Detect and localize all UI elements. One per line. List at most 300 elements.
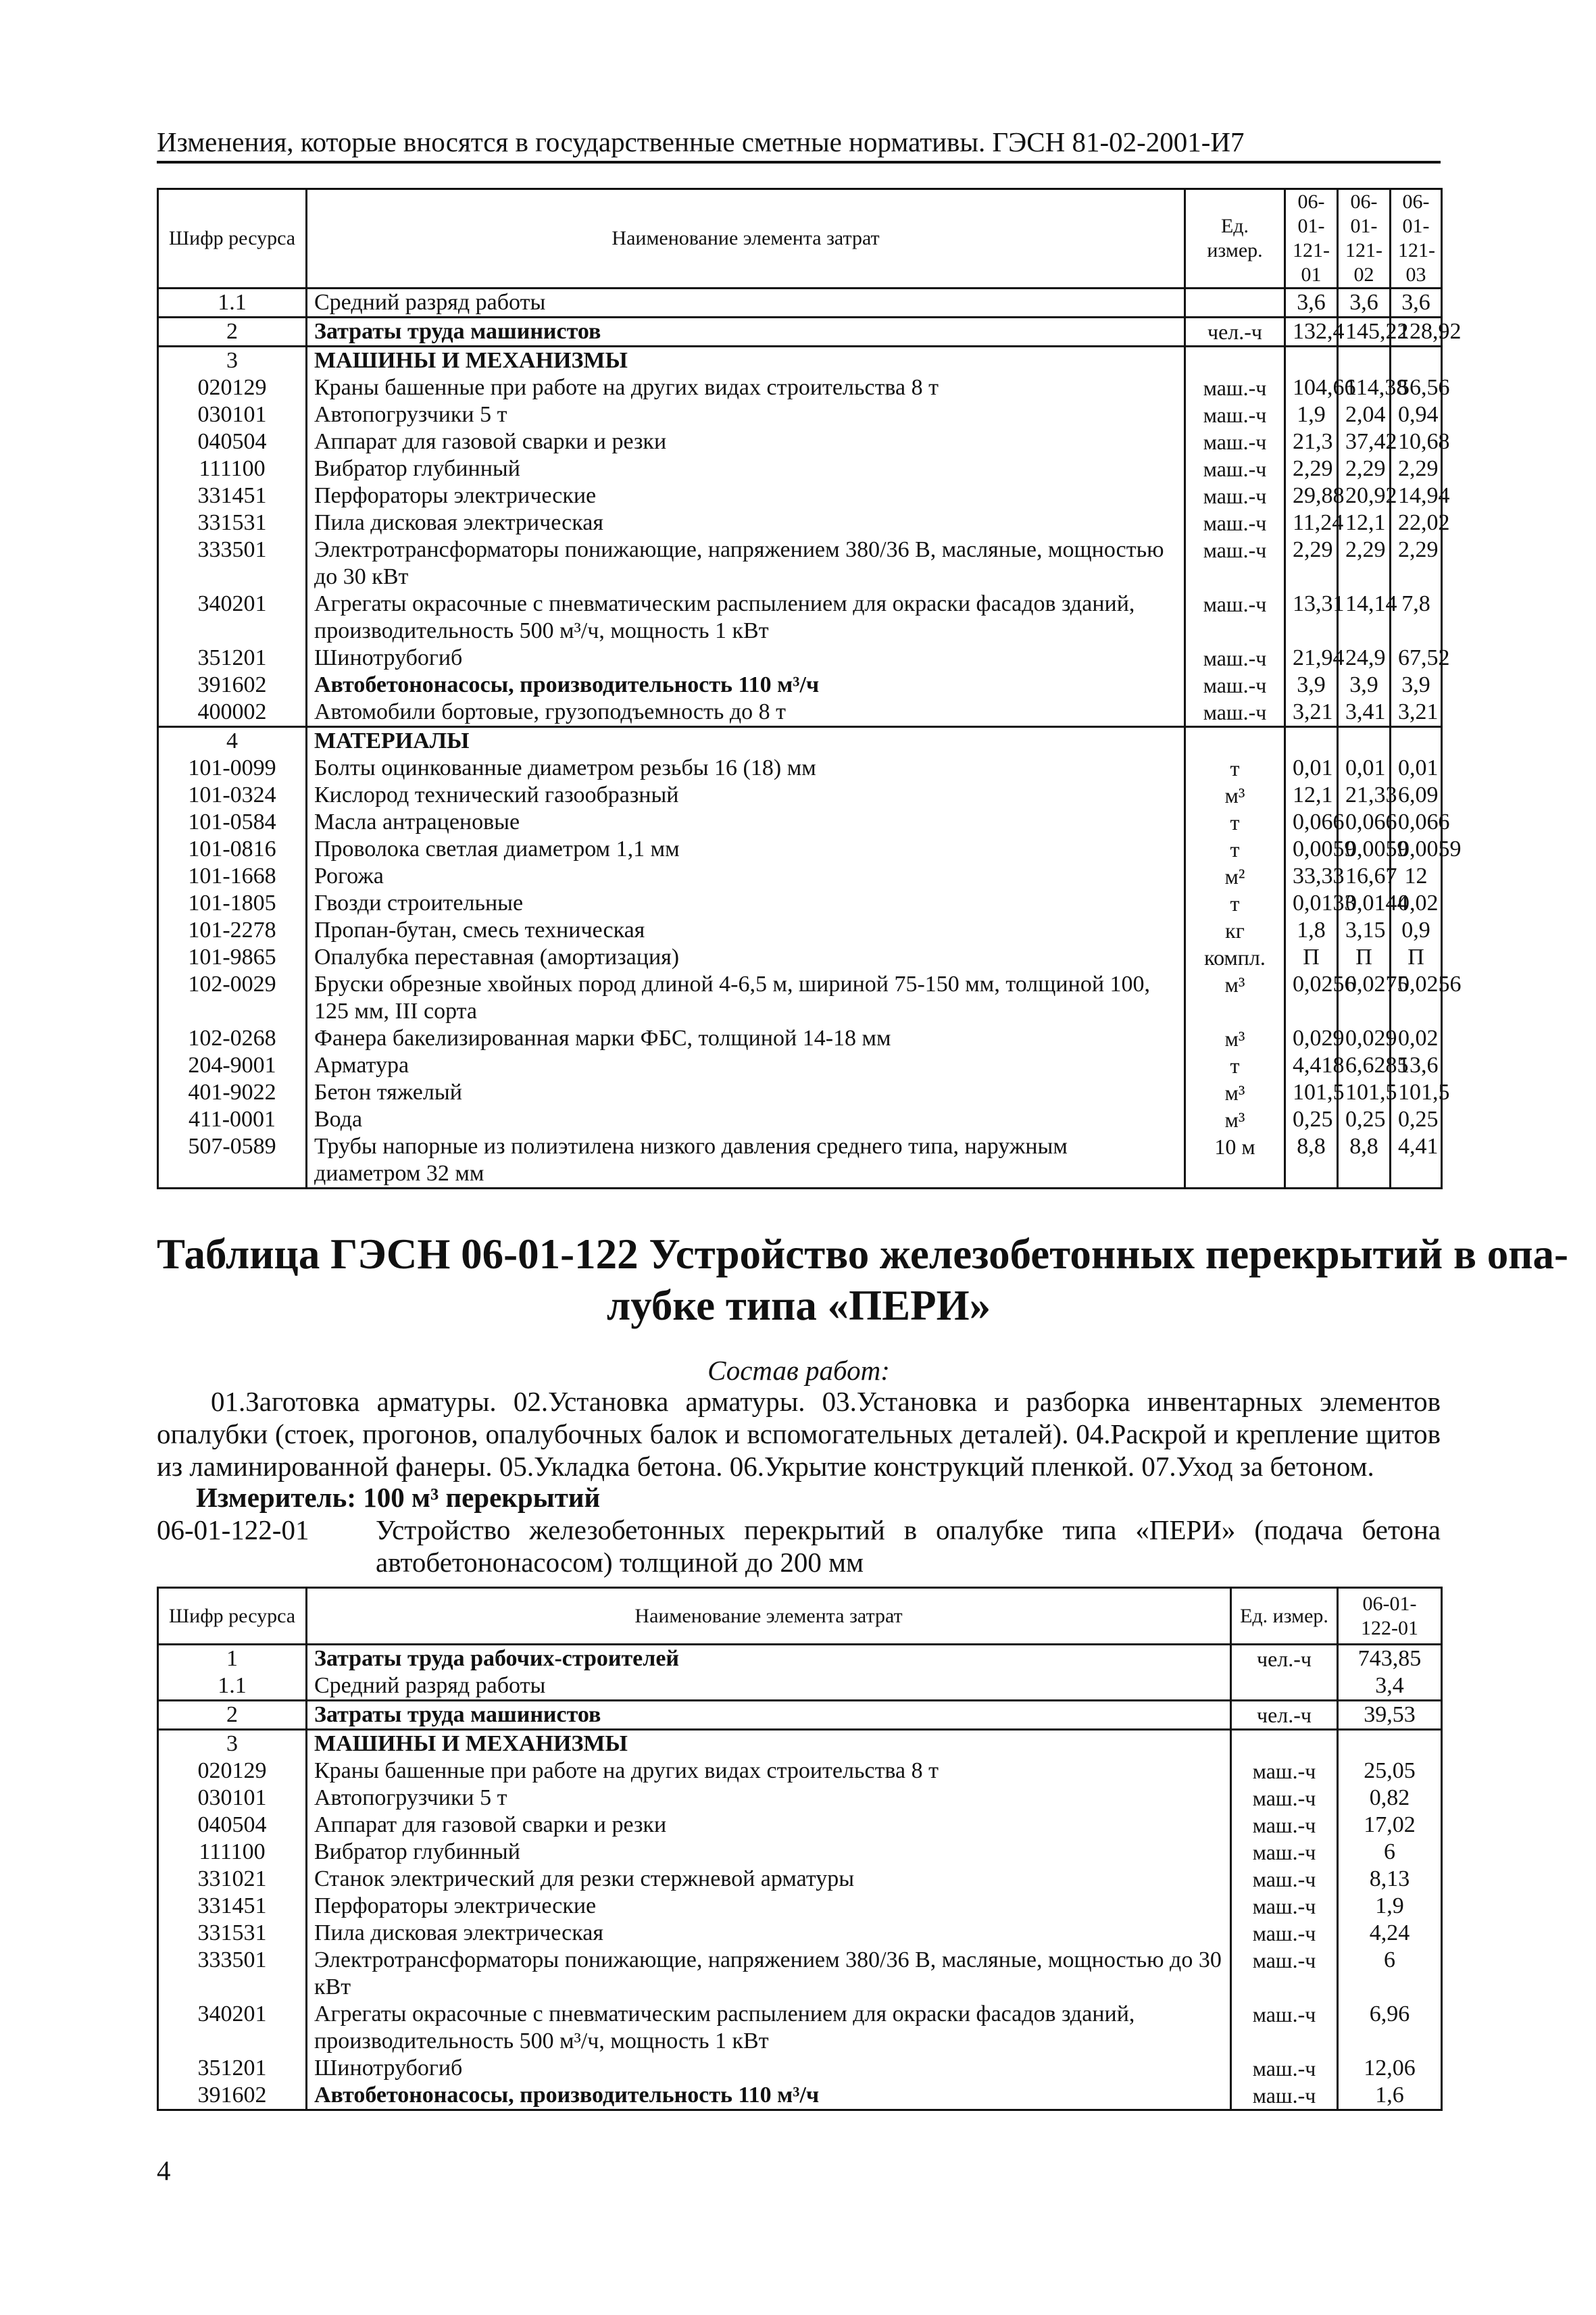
table-row: [158, 374, 1442, 401]
cell-unit: маш.-ч: [1185, 672, 1285, 699]
cell-unit: маш.-ч: [1185, 401, 1285, 428]
table-row: [158, 782, 1442, 809]
cell-norm-2: 16,67: [1338, 863, 1391, 890]
table-row: [158, 809, 1442, 836]
table-row: [158, 289, 1442, 318]
cell-code: 2: [158, 318, 307, 347]
cell-norm-3: 0,0059: [1391, 836, 1442, 863]
table-title-line-1: Таблица ГЭСН 06-01-122 Устройство железобетонных перекрытий в опа-: [157, 1230, 1569, 1278]
cell-norm-3: 0,25: [1391, 1106, 1442, 1133]
header-rule: [157, 161, 1441, 164]
col-header-code: Шифр ресурса: [158, 189, 307, 289]
table-row: [158, 1701, 1442, 1730]
table-row: [158, 1106, 1442, 1133]
cell-name: Болты оцинкованные диаметром резьбы 16 (18) мм: [307, 755, 1185, 782]
cell-norm-1: 743,85: [1338, 1645, 1442, 1673]
table-row: [158, 1133, 1442, 1189]
cell-norm-1: 3,6: [1285, 289, 1338, 318]
table-row: [158, 727, 1442, 755]
cell-norm-3: 22,02: [1391, 509, 1442, 537]
table-body: [158, 289, 1462, 1189]
cell-unit: [1231, 1730, 1338, 1758]
table-row: [158, 863, 1442, 890]
cell-norm-1: 1,9: [1338, 1893, 1442, 1920]
table-row: [158, 971, 1442, 1025]
cell-name: Краны башенные при работе на других видах строительства 8 т: [307, 1758, 1231, 1785]
cell-unit: т: [1185, 809, 1285, 836]
cell-code: 111100: [158, 1839, 307, 1866]
cell-unit: маш.-ч: [1185, 509, 1285, 537]
cell-code: 401-9022: [158, 1079, 307, 1106]
cell-name: Пила дисковая электрическая: [307, 1920, 1231, 1947]
cell-norm-3: 0,9: [1391, 917, 1442, 944]
cell-norm-2: П: [1338, 944, 1391, 971]
table-row: [158, 455, 1442, 482]
cell-norm-2: 2,29: [1338, 537, 1391, 591]
cell-norm-1: 3,21: [1285, 699, 1338, 727]
cell-code: 1: [158, 1645, 307, 1673]
cell-name: Вибратор глубинный: [307, 1839, 1231, 1866]
cell-norm-2: 3,6: [1338, 289, 1391, 318]
cell-name: Затраты труда машинистов: [307, 1701, 1231, 1730]
cell-norm-3: 0,02: [1391, 1025, 1442, 1052]
cell-code: 400002: [158, 699, 307, 727]
cell-code: 391602: [158, 672, 307, 699]
table-row: [158, 537, 1442, 591]
cell-norm-2: 3,15: [1338, 917, 1391, 944]
cell-norm-2: 2,29: [1338, 455, 1391, 482]
cell-code: 040504: [158, 428, 307, 455]
cell-unit: маш.-ч: [1231, 1947, 1338, 2001]
cell-norm-3: 0,0256: [1391, 971, 1442, 1025]
table-header-row: [158, 189, 1442, 289]
cell-norm-2: [1338, 727, 1391, 755]
cell-code: 1.1: [158, 1672, 307, 1701]
cell-norm-1: 8,8: [1285, 1133, 1338, 1189]
cell-norm-1: 4,418: [1285, 1052, 1338, 1079]
cell-code: 340201: [158, 591, 307, 645]
cell-unit: м²: [1185, 863, 1285, 890]
cell-norm-2: 3,9: [1338, 672, 1391, 699]
table-row: [158, 755, 1442, 782]
table-row: [158, 1730, 1442, 1758]
table-header-row: [158, 1588, 1442, 1645]
cell-unit: т: [1185, 1052, 1285, 1079]
table-row: [158, 699, 1442, 727]
cell-unit: маш.-ч: [1185, 374, 1285, 401]
cell-code: 102-0268: [158, 1025, 307, 1052]
cell-unit: маш.-ч: [1231, 1758, 1338, 1785]
cell-unit: маш.-ч: [1231, 1866, 1338, 1893]
cell-norm-1: 132,4: [1285, 318, 1338, 347]
cell-name: Рогожа: [307, 863, 1185, 890]
cell-name: Станок электрический для резки стержневой арматуры: [307, 1866, 1231, 1893]
cell-name: Перфораторы электрические: [307, 1893, 1231, 1920]
cell-norm-2: 21,33: [1338, 782, 1391, 809]
cell-code: 1.1: [158, 289, 307, 318]
cell-norm-1: 0,82: [1338, 1785, 1442, 1812]
cell-norm-3: 67,52: [1391, 645, 1442, 672]
cell-norm-3: 56,56: [1391, 374, 1442, 401]
table-row: [158, 2082, 1442, 2110]
cell-name: Трубы напорные из полиэтилена низкого давления среднего типа, наружным диаметром 32 мм: [307, 1133, 1185, 1189]
cell-norm-1: 2,29: [1285, 537, 1338, 591]
cell-norm-2: 14,14: [1338, 591, 1391, 645]
cell-norm-1: 6: [1338, 1839, 1442, 1866]
cell-name: Аппарат для газовой сварки и резки: [307, 1812, 1231, 1839]
cell-code: 3: [158, 1730, 307, 1758]
cell-norm-1: [1285, 347, 1338, 375]
cell-name: Средний разряд работы: [307, 289, 1185, 318]
cell-name: Аппарат для газовой сварки и резки: [307, 428, 1185, 455]
cell-norm-2: 0,25: [1338, 1106, 1391, 1133]
cell-name: Бруски обрезные хвойных пород длиной 4-6,5 м, шириной 75-150 мм, толщиной 100, 125 мм, III сорта: [307, 971, 1185, 1025]
cell-unit: маш.-ч: [1231, 1893, 1338, 1920]
table-row: [158, 509, 1442, 537]
cell-norm-1: 29,88: [1285, 482, 1338, 509]
col-header-unit: Ед. измер.: [1185, 189, 1285, 289]
cell-name: Перфораторы электрические: [307, 482, 1185, 509]
cell-norm-3: 12: [1391, 863, 1442, 890]
cell-code: 351201: [158, 645, 307, 672]
cell-unit: чел.-ч: [1231, 1645, 1338, 1673]
table-row: [158, 347, 1442, 375]
cell-norm-1: 17,02: [1338, 1812, 1442, 1839]
cell-code: 102-0029: [158, 971, 307, 1025]
cell-name: Шинотрубогиб: [307, 2055, 1231, 2082]
col-header-norm-2: 06-01-121-02: [1338, 189, 1391, 289]
cell-norm-3: 0,02: [1391, 890, 1442, 917]
cell-name: Средний разряд работы: [307, 1672, 1231, 1701]
cell-norm-2: 12,1: [1338, 509, 1391, 537]
cell-norm-1: 8,13: [1338, 1866, 1442, 1893]
cell-name: Бетон тяжелый: [307, 1079, 1185, 1106]
cell-name: МАТЕРИАЛЫ: [307, 727, 1185, 755]
table-row: [158, 1866, 1442, 1893]
cell-unit: маш.-ч: [1185, 537, 1285, 591]
cell-unit: [1185, 289, 1285, 318]
composition-heading: Состав работ:: [707, 1355, 890, 1386]
cell-unit: т: [1185, 890, 1285, 917]
cell-norm-1: 0,029: [1285, 1025, 1338, 1052]
cell-unit: маш.-ч: [1185, 699, 1285, 727]
cell-norm-1: 0,0256: [1285, 971, 1338, 1025]
cell-unit: м³: [1185, 782, 1285, 809]
cell-name: Автопогрузчики 5 т: [307, 401, 1185, 428]
cell-norm-2: 0,066: [1338, 809, 1391, 836]
cell-unit: [1185, 347, 1285, 375]
cell-norm-3: 7,8: [1391, 591, 1442, 645]
col-header-name: Наименование элемента затрат: [307, 1588, 1231, 1645]
cell-norm-3: 0,01: [1391, 755, 1442, 782]
cell-norm-1: 12,1: [1285, 782, 1338, 809]
cell-norm-3: 3,21: [1391, 699, 1442, 727]
cell-unit: маш.-ч: [1231, 1785, 1338, 1812]
cell-norm-3: 10,68: [1391, 428, 1442, 455]
cell-norm-3: 6,09: [1391, 782, 1442, 809]
cell-norm-3: 0,066: [1391, 809, 1442, 836]
cell-norm-1: 2,29: [1285, 455, 1338, 482]
cell-name: Пила дисковая электрическая: [307, 509, 1185, 537]
col-header-norm-3: 06-01-121-03: [1391, 189, 1442, 289]
cell-norm-2: 0,0059: [1338, 836, 1391, 863]
cell-name: Гвозди строительные: [307, 890, 1185, 917]
cell-norm-1: 4,24: [1338, 1920, 1442, 1947]
cell-norm-1: 6,96: [1338, 2001, 1442, 2055]
cell-name: Агрегаты окрасочные с пневматическим распылением для окраски фасадов зданий, производительность 500 м³/ч, мощность 1 кВт: [307, 591, 1185, 645]
table-row: [158, 1920, 1442, 1947]
table-row: [158, 2055, 1442, 2082]
cell-name: Электротрансформаторы понижающие, напряжением 380/36 В, масляные, мощностью до 30 кВт: [307, 1947, 1231, 2001]
col-header-name: Наименование элемента затрат: [307, 189, 1185, 289]
cell-norm-1: 21,3: [1285, 428, 1338, 455]
cell-name: Автобетононасосы, производительность 110 м³/ч: [307, 2082, 1231, 2110]
cell-code: 111100: [158, 455, 307, 482]
composition-text: 01.Заготовка арматуры. 02.Установка арматуры. 03.Установка и разборка инвентарных элементов опалубки (стоек, прогонов, опалубочных балок и вспомогательных деталей). 04.Раскрой и крепление щитов из ламинированной фанеры. 05.Укладка бетона. 06.Укрытие конструкций пленкой. 07.Уход за бетоном.: [157, 1386, 1441, 1482]
cell-norm-3: 101,5: [1391, 1079, 1442, 1106]
cell-norm-1: 104,66: [1285, 374, 1338, 401]
cell-code: 101-0099: [158, 755, 307, 782]
cell-name: Опалубка переставная (амортизация): [307, 944, 1185, 971]
cell-norm-3: 2,29: [1391, 455, 1442, 482]
cell-name: Затраты труда рабочих-строителей: [307, 1645, 1231, 1673]
cell-code: 333501: [158, 1947, 307, 2001]
cell-code: 030101: [158, 401, 307, 428]
cell-unit: чел.-ч: [1231, 1701, 1338, 1730]
cell-norm-1: 13,31: [1285, 591, 1338, 645]
resource-table-121: [157, 188, 1462, 1189]
cell-name: Автопогрузчики 5 т: [307, 1785, 1231, 1812]
cell-name: Пропан-бутан, смесь техническая: [307, 917, 1185, 944]
cell-code: 4: [158, 727, 307, 755]
cell-unit: м³: [1185, 971, 1285, 1025]
table-title-line-2: лубке типа «ПЕРИ»: [606, 1282, 991, 1329]
cell-norm-3: 3,6: [1391, 289, 1442, 318]
cell-norm-3: 128,92: [1391, 318, 1442, 347]
cell-norm-1: 1,8: [1285, 917, 1338, 944]
table-row: [158, 428, 1442, 455]
cell-unit: т: [1185, 755, 1285, 782]
cell-unit: маш.-ч: [1231, 2001, 1338, 2055]
cell-unit: м³: [1185, 1106, 1285, 1133]
cell-name: Шинотрубогиб: [307, 645, 1185, 672]
table-row: [158, 890, 1442, 917]
cell-unit: маш.-ч: [1231, 1920, 1338, 1947]
cell-code: 101-0584: [158, 809, 307, 836]
table-row: [158, 2001, 1442, 2055]
table-row: [158, 1052, 1442, 1079]
table-row: [158, 1079, 1442, 1106]
cell-norm-2: 145,22: [1338, 318, 1391, 347]
cell-norm-2: 2,04: [1338, 401, 1391, 428]
cell-norm-1: 0,0133: [1285, 890, 1338, 917]
cell-code: 101-9865: [158, 944, 307, 971]
cell-name: Затраты труда машинистов: [307, 318, 1185, 347]
table-row: [158, 1812, 1442, 1839]
cell-norm-1: 25,05: [1338, 1758, 1442, 1785]
cell-name: МАШИНЫ И МЕХАНИЗМЫ: [307, 1730, 1231, 1758]
table-row: [158, 1645, 1442, 1673]
table-row: [158, 1758, 1442, 1785]
table-row: [158, 318, 1442, 347]
cell-unit: маш.-ч: [1185, 428, 1285, 455]
cell-code: 340201: [158, 2001, 307, 2055]
col-header-norm-1: 06-01-122-01: [1338, 1588, 1442, 1645]
col-header-norm-1: 06-01-121-01: [1285, 189, 1338, 289]
cell-name: Электротрансформаторы понижающие, напряжением 380/36 В, масляные, мощностью до 30 кВт: [307, 537, 1185, 591]
cell-unit: маш.-ч: [1185, 645, 1285, 672]
cell-norm-1: 21,94: [1285, 645, 1338, 672]
cell-unit: [1231, 1672, 1338, 1701]
table-row: [158, 645, 1442, 672]
table-row: [158, 401, 1442, 428]
cell-norm-1: 39,53: [1338, 1701, 1442, 1730]
cell-name: Проволока светлая диаметром 1,1 мм: [307, 836, 1185, 863]
cell-unit: маш.-ч: [1185, 455, 1285, 482]
cell-norm-2: 6,6285: [1338, 1052, 1391, 1079]
cell-unit: маш.-ч: [1185, 482, 1285, 509]
table-body: [158, 1645, 1442, 2110]
cell-norm-3: [1391, 347, 1442, 375]
cell-name: Кислород технический газообразный: [307, 782, 1185, 809]
cell-code: 040504: [158, 1812, 307, 1839]
cell-norm-1: 6: [1338, 1947, 1442, 2001]
cell-name: Фанера бакелизированная марки ФБС, толщиной 14-18 мм: [307, 1025, 1185, 1052]
cell-code: 2: [158, 1701, 307, 1730]
page-number: 4: [157, 2155, 171, 2186]
cell-norm-1: 1,9: [1285, 401, 1338, 428]
table-row: [158, 1025, 1442, 1052]
cell-norm-1: 3,4: [1338, 1672, 1442, 1701]
table-row: [158, 917, 1442, 944]
table-title: [157, 1228, 1569, 1331]
cell-norm-2: 114,38: [1338, 374, 1391, 401]
cell-code: 507-0589: [158, 1133, 307, 1189]
cell-norm-1: П: [1285, 944, 1338, 971]
cell-unit: маш.-ч: [1231, 2055, 1338, 2082]
cell-norm-2: 3,41: [1338, 699, 1391, 727]
col-header-unit: Ед. измер.: [1231, 1588, 1338, 1645]
cell-code: 204-9001: [158, 1052, 307, 1079]
cell-norm-1: 101,5: [1285, 1079, 1338, 1106]
cell-norm-1: 1,6: [1338, 2082, 1442, 2110]
cell-norm-1: 3,9: [1285, 672, 1338, 699]
cell-code: 101-0816: [158, 836, 307, 863]
cell-norm-1: 0,0059: [1285, 836, 1338, 863]
norm-code: 06-01-122-01: [157, 1514, 309, 1545]
cell-code: 331021: [158, 1866, 307, 1893]
col-header-code: Шифр ресурса: [158, 1588, 307, 1645]
cell-norm-2: 24,9: [1338, 645, 1391, 672]
cell-unit: маш.-ч: [1231, 2082, 1338, 2110]
table-row: [158, 1785, 1442, 1812]
table-row: [158, 482, 1442, 509]
cell-norm-1: 0,25: [1285, 1106, 1338, 1133]
cell-name: Масла антраценовые: [307, 809, 1185, 836]
cell-norm-1: 11,24: [1285, 509, 1338, 537]
cell-unit: м³: [1185, 1025, 1285, 1052]
table-row: [158, 672, 1442, 699]
resource-table-122: [157, 1587, 1443, 2111]
cell-name: МАШИНЫ И МЕХАНИЗМЫ: [307, 347, 1185, 375]
cell-norm-3: 3,9: [1391, 672, 1442, 699]
cell-code: 331451: [158, 482, 307, 509]
cell-norm-3: 13,6: [1391, 1052, 1442, 1079]
cell-code: 101-0324: [158, 782, 307, 809]
cell-code: 030101: [158, 1785, 307, 1812]
cell-unit: маш.-ч: [1231, 1839, 1338, 1866]
cell-unit: маш.-ч: [1185, 591, 1285, 645]
cell-norm-1: [1285, 727, 1338, 755]
cell-norm-1: 0,066: [1285, 809, 1338, 836]
cell-norm-3: 14,94: [1391, 482, 1442, 509]
cell-norm-3: 4,41: [1391, 1133, 1442, 1189]
cell-code: 101-1805: [158, 890, 307, 917]
cell-unit: 10 м: [1185, 1133, 1285, 1189]
cell-name: Агрегаты окрасочные с пневматическим распылением для окраски фасадов зданий, производительность 500 м³/ч, мощность 1 кВт: [307, 2001, 1231, 2055]
cell-unit: [1185, 727, 1285, 755]
cell-code: 3: [158, 347, 307, 375]
cell-name: Автомобили бортовые, грузоподъемность до 8 т: [307, 699, 1185, 727]
cell-norm-2: 0,01: [1338, 755, 1391, 782]
norm-description: Устройство железобетонных перекрытий в опалубке типа «ПЕРИ» (подача бетона автобетононасосом) толщиной до 200 мм: [376, 1514, 1441, 1578]
cell-code: 331531: [158, 509, 307, 537]
cell-norm-1: 12,06: [1338, 2055, 1442, 2082]
cell-norm-2: 8,8: [1338, 1133, 1391, 1189]
cell-name: Арматура: [307, 1052, 1185, 1079]
cell-unit: кг: [1185, 917, 1285, 944]
cell-norm-2: 0,0275: [1338, 971, 1391, 1025]
table-row: [158, 1893, 1442, 1920]
cell-name: Краны башенные при работе на других видах строительства 8 т: [307, 374, 1185, 401]
table-row: [158, 591, 1442, 645]
cell-norm-1: [1338, 1730, 1442, 1758]
cell-norm-2: 20,92: [1338, 482, 1391, 509]
cell-name: Вода: [307, 1106, 1185, 1133]
cell-norm-2: 0,029: [1338, 1025, 1391, 1052]
table-row: [158, 1947, 1442, 2001]
cell-norm-2: 101,5: [1338, 1079, 1391, 1106]
cell-norm-3: П: [1391, 944, 1442, 971]
table-row: [158, 836, 1442, 863]
cell-code: 331451: [158, 1893, 307, 1920]
cell-code: 331531: [158, 1920, 307, 1947]
cell-unit: чел.-ч: [1185, 318, 1285, 347]
table-row: [158, 1672, 1442, 1701]
cell-norm-1: 0,01: [1285, 755, 1338, 782]
cell-code: 411-0001: [158, 1106, 307, 1133]
cell-code: 101-2278: [158, 917, 307, 944]
cell-norm-2: 0,0144: [1338, 890, 1391, 917]
cell-code: 020129: [158, 1758, 307, 1785]
cell-name: Автобетононасосы, производительность 110 м³/ч: [307, 672, 1185, 699]
table-row: [158, 1839, 1442, 1866]
page-header: Изменения, которые вносятся в государственные сметные нормативы. ГЭСН 81-02-2001-И7: [157, 126, 1245, 157]
cell-code: 333501: [158, 537, 307, 591]
cell-name: Вибратор глубинный: [307, 455, 1185, 482]
cell-unit: маш.-ч: [1231, 1812, 1338, 1839]
cell-norm-2: [1338, 347, 1391, 375]
cell-norm-3: 0,94: [1391, 401, 1442, 428]
cell-unit: компл.: [1185, 944, 1285, 971]
cell-code: 391602: [158, 2082, 307, 2110]
cell-code: 101-1668: [158, 863, 307, 890]
cell-unit: м³: [1185, 1079, 1285, 1106]
cell-code: 020129: [158, 374, 307, 401]
cell-norm-3: [1391, 727, 1442, 755]
cell-code: 351201: [158, 2055, 307, 2082]
cell-norm-1: 33,33: [1285, 863, 1338, 890]
